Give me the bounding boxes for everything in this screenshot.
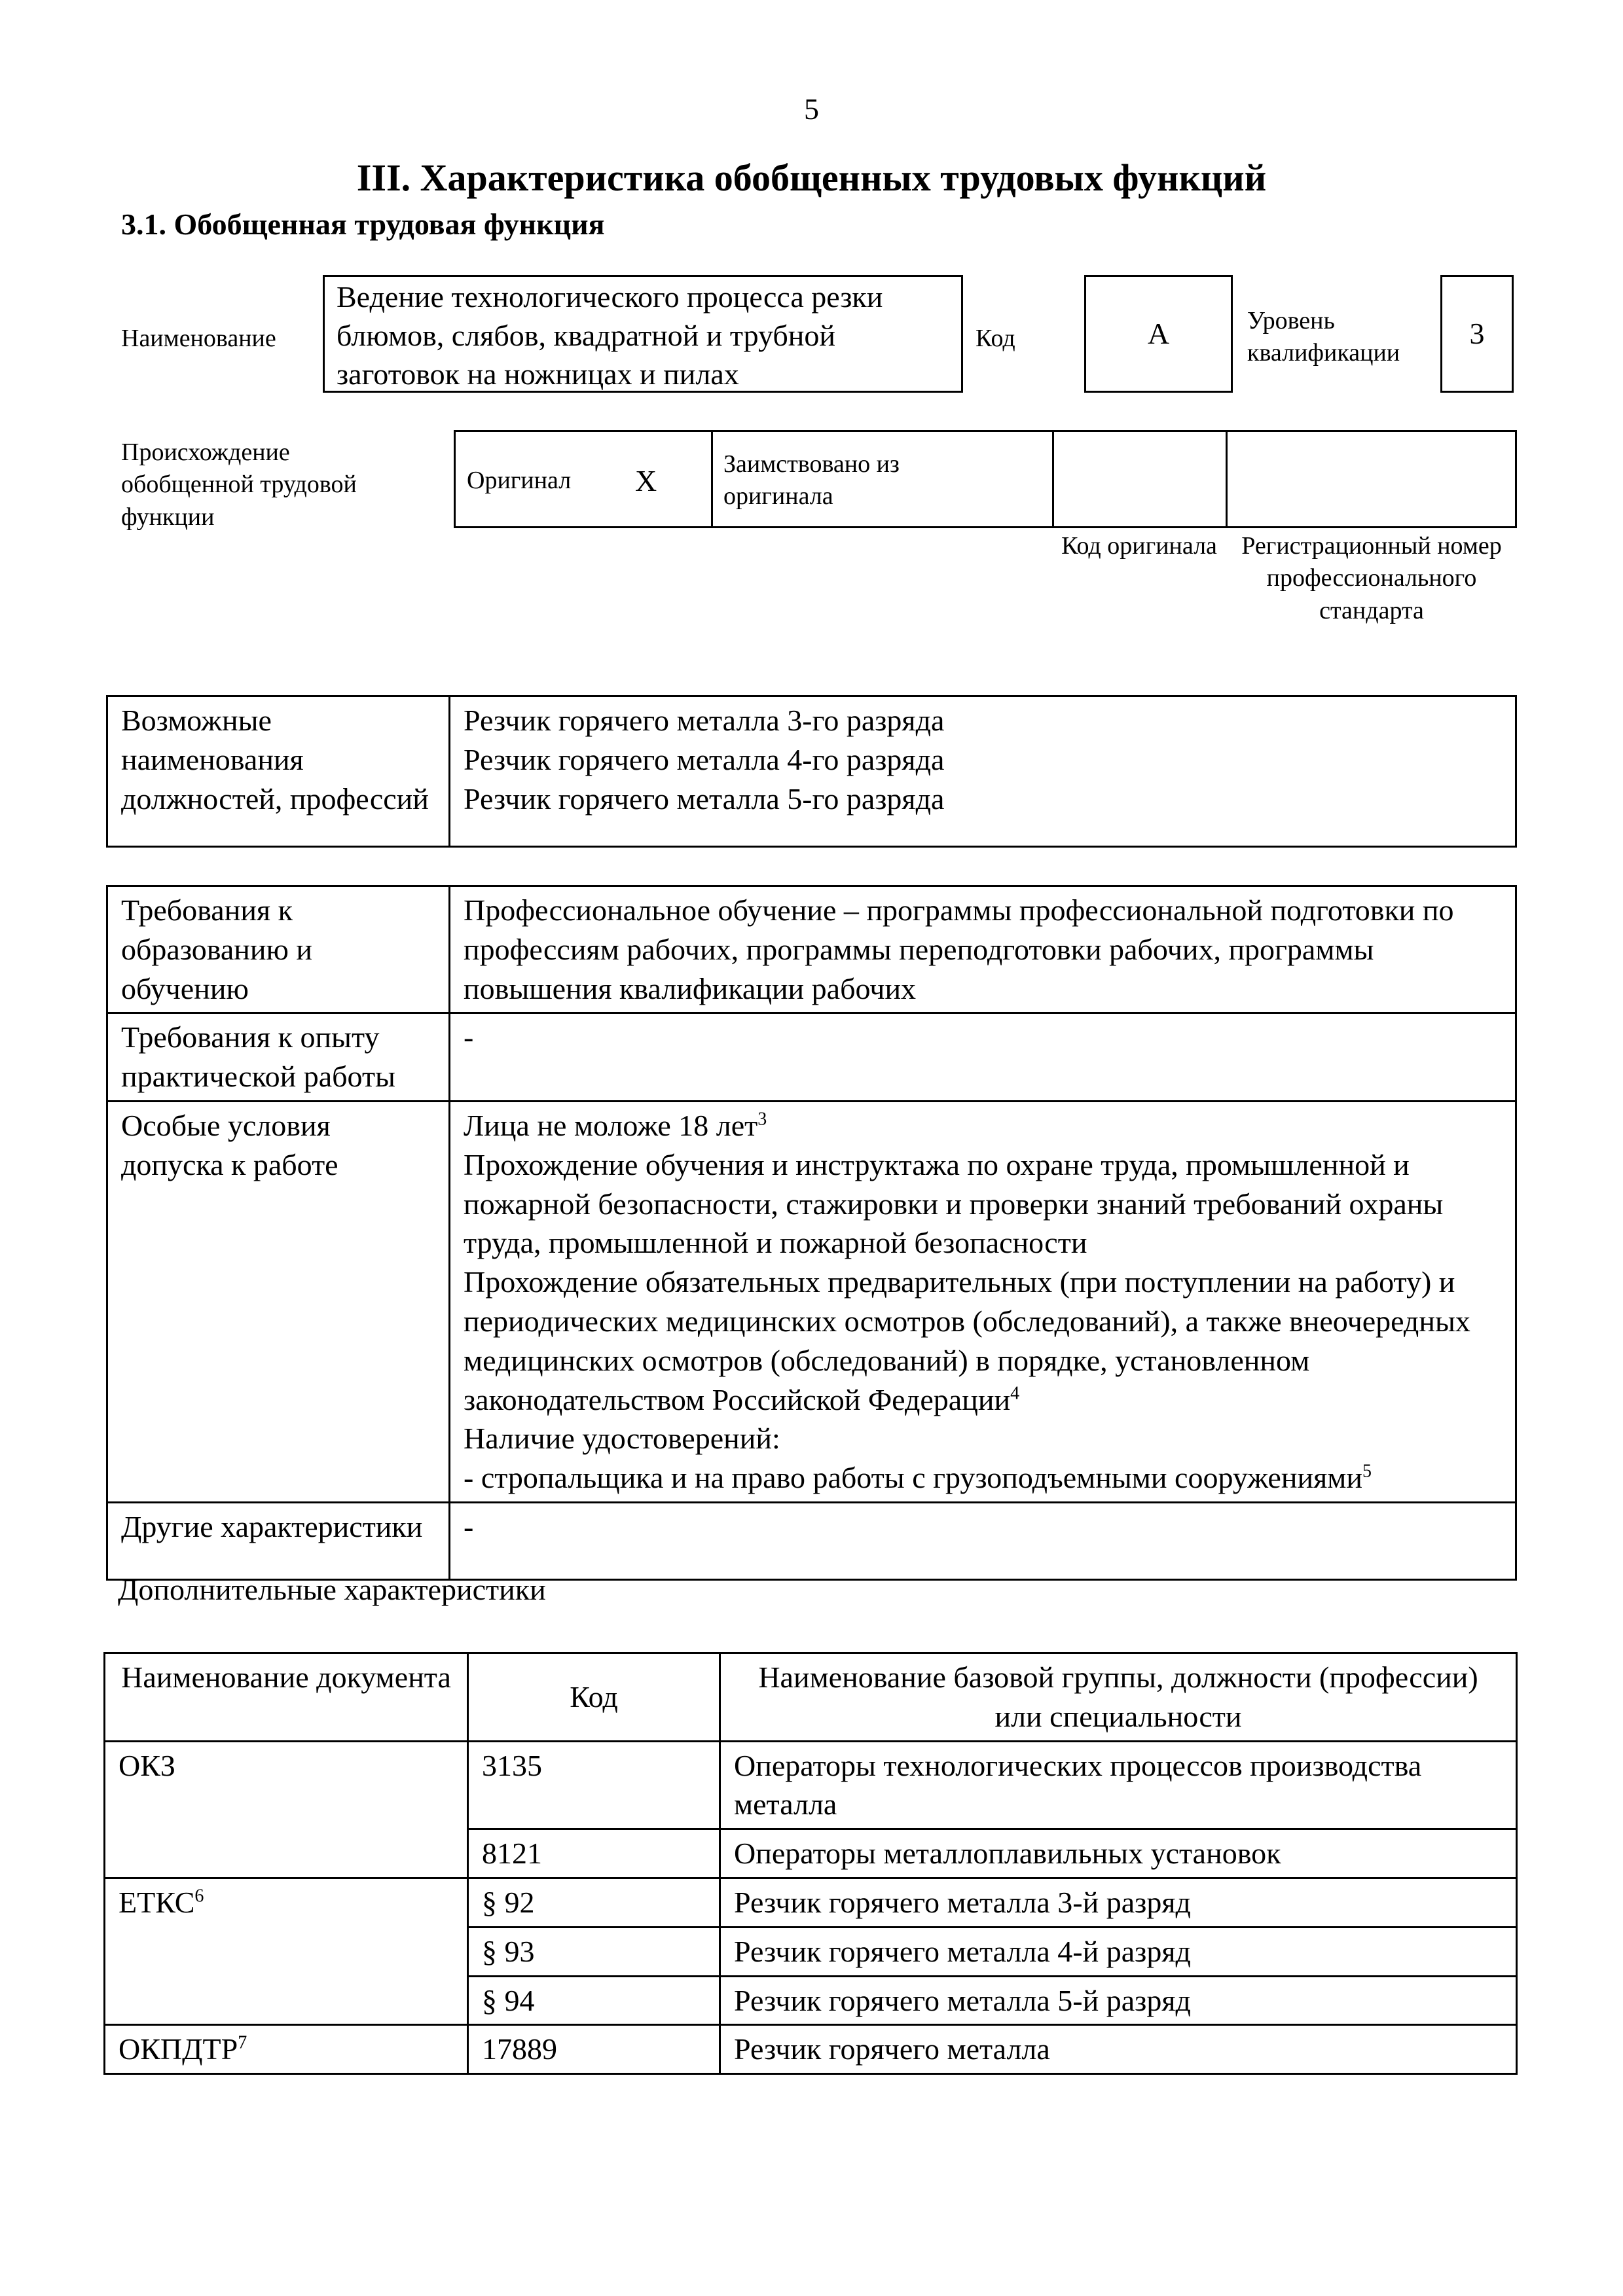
code-value: А bbox=[1147, 316, 1170, 350]
footnote-ref: 3 bbox=[757, 1109, 767, 1130]
row-name: Резчик горячего металла 3-й разряд bbox=[720, 1878, 1517, 1927]
row-code: § 92 bbox=[468, 1878, 720, 1927]
function-name-text: Ведение технологического процесса резки блюмов, слябов, квадратной и трубной заготовок на ножницах и пилах bbox=[337, 280, 883, 391]
row-code: § 93 bbox=[468, 1927, 720, 1976]
position-item: Резчик горячего металла 4-го разряда bbox=[464, 742, 945, 776]
footnote-ref: 4 bbox=[1010, 1383, 1020, 1404]
borrowed-label: Заимствовано из оригинала bbox=[723, 450, 900, 511]
row-code: 3135 bbox=[468, 1741, 720, 1829]
footnote-ref: 5 bbox=[1362, 1461, 1372, 1482]
condition-medical: Прохождение обязательных предварительных (при поступлении на работу) и периодических медицинских осмотров (обследований), а также внеочередных медицинских осмотров (обследований) в порядке, установленном законодательством Российской Федерации$^4$ bbox=[464, 1265, 1470, 1416]
experience-value: - bbox=[450, 1013, 1516, 1102]
row-code: § 94 bbox=[468, 1976, 720, 2025]
condition-age: Лица не моложе 18 лет$^3$ bbox=[464, 1108, 767, 1142]
footnote-ref: 7 bbox=[238, 2033, 247, 2054]
positions-list bbox=[450, 696, 1516, 847]
original-label: Оригинал bbox=[467, 467, 572, 495]
other-value: - bbox=[450, 1502, 1516, 1579]
header-name: Наименование базовой группы, должности (профессии) или специальности bbox=[720, 1653, 1517, 1742]
origin-divider-2 bbox=[1052, 430, 1054, 528]
header-doc: Наименование документа bbox=[105, 1653, 468, 1742]
conditions-value bbox=[450, 1101, 1516, 1502]
okpdtr-label: ОКПДТР$^7$ bbox=[105, 2025, 468, 2074]
origin-label: Происхождение обобщенной трудовой функции bbox=[121, 439, 357, 531]
name-label: Наименование bbox=[121, 324, 276, 352]
function-name-box bbox=[323, 275, 963, 393]
header-code: Код bbox=[468, 1653, 720, 1742]
origin-divider-1 bbox=[711, 430, 713, 528]
row-name: Резчик горячего металла 4-й разряд bbox=[720, 1927, 1517, 1976]
education-label: Требования к образованию и обучению bbox=[107, 886, 450, 1013]
position-item: Резчик горячего металла 5-го разряда bbox=[464, 781, 945, 816]
additional-table bbox=[103, 1652, 1518, 2075]
row-code: 17889 bbox=[468, 2025, 720, 2074]
condition-training: Прохождение обучения и инструктажа по охране труда, промышленной и пожарной безопасности, стажировки и проверки знаний требований охраны труда, промышленной и пожарной безопасности bbox=[464, 1147, 1444, 1260]
row-name: Резчик горячего металла 5-й разряд bbox=[720, 1976, 1517, 2025]
origin-divider-3 bbox=[1226, 430, 1228, 528]
level-box bbox=[1440, 275, 1514, 393]
additional-title: Дополнительные характеристики bbox=[118, 1573, 546, 1606]
condition-certificates: Наличие удостоверений: bbox=[464, 1422, 780, 1456]
positions-label: Возможные наименования должностей, профессий bbox=[107, 696, 450, 847]
education-value: Профессиональное обучение – программы профессиональной подготовки по профессиям рабочих, программы переподготовки рабочих, программы повышения квалификации рабочих bbox=[450, 886, 1516, 1013]
level-value: 3 bbox=[1469, 316, 1485, 350]
page-number: 5 bbox=[804, 92, 819, 126]
row-name: Операторы технологических процессов производства металла bbox=[720, 1741, 1517, 1829]
footnote-ref: 6 bbox=[194, 1886, 204, 1907]
condition-slinger: - стропальщика и на право работы с грузоподъемными сооружениями$^5$ bbox=[464, 1461, 1372, 1495]
row-code: 8121 bbox=[468, 1829, 720, 1878]
positions-table bbox=[106, 695, 1517, 848]
row-name: Резчик горячего металла bbox=[720, 2025, 1517, 2074]
level-label: Уровень квалификации bbox=[1247, 306, 1400, 367]
okz-label: ОКЗ bbox=[105, 1741, 468, 1878]
requirements-table bbox=[106, 885, 1517, 1581]
other-label: Другие характеристики bbox=[107, 1502, 450, 1579]
section-title: III. Характеристика обобщенных трудовых функций bbox=[356, 156, 1267, 199]
reg-number-caption: Регистрационный номер профессионального стандарта bbox=[1241, 532, 1502, 624]
etks-label: ЕТКС$^6$ bbox=[105, 1878, 468, 2024]
code-box bbox=[1084, 275, 1233, 393]
conditions-label: Особые условия допуска к работе bbox=[107, 1101, 450, 1502]
subsection-title: 3.1. Обобщенная трудовая функция bbox=[121, 207, 605, 241]
row-name: Операторы металлоплавильных установок bbox=[720, 1829, 1517, 1878]
original-mark: Х bbox=[635, 463, 657, 497]
position-item: Резчик горячего металла 3-го разряда bbox=[464, 704, 945, 737]
code-label: Код bbox=[976, 324, 1015, 352]
code-original-caption: Код оригинала bbox=[1061, 532, 1217, 560]
experience-label: Требования к опыту практической работы bbox=[107, 1013, 450, 1102]
